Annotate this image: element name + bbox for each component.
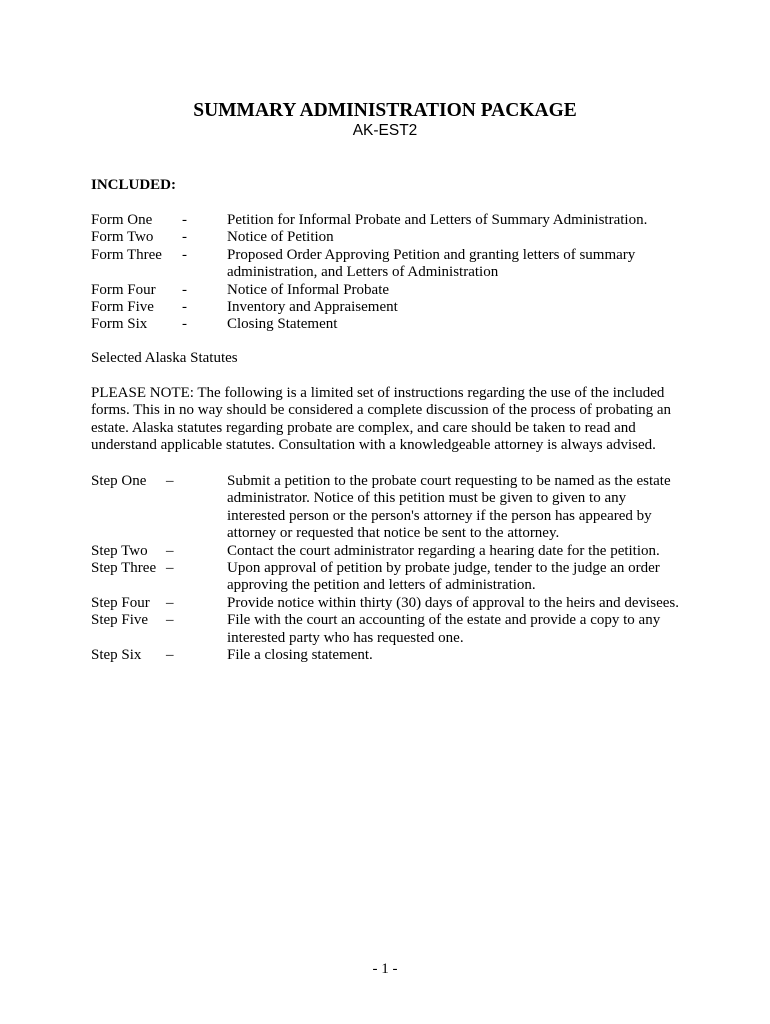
statutes-line: Selected Alaska Statutes bbox=[91, 350, 238, 366]
step-row bbox=[91, 560, 691, 595]
step-row bbox=[91, 543, 691, 560]
step-row bbox=[91, 647, 691, 664]
form-label: Form Two bbox=[91, 229, 154, 246]
form-label: Form Three bbox=[91, 246, 162, 263]
document-title: SUMMARY ADMINISTRATION PACKAGE bbox=[193, 100, 577, 121]
step-label: Step Two bbox=[91, 542, 148, 559]
form-description: Notice of Petition bbox=[227, 229, 334, 246]
step-dash: – bbox=[166, 647, 174, 664]
form-description: Petition for Informal Probate and Letters of Summary Administration. bbox=[227, 212, 648, 228]
step-label: Step Five bbox=[91, 612, 149, 629]
form-label: Form One bbox=[91, 212, 153, 228]
forms-list bbox=[91, 212, 691, 334]
step-description: Contact the court administrator regarding a hearing date for the petition. bbox=[227, 542, 660, 559]
step-description: File a closing statement. bbox=[227, 647, 373, 664]
step-label: Step Four bbox=[91, 594, 150, 611]
form-description: Closing Statement bbox=[227, 316, 338, 333]
page-number: - 1 - bbox=[372, 961, 398, 977]
form-description: Notice of Informal Probate bbox=[227, 281, 390, 298]
form-row bbox=[91, 299, 691, 316]
step-label: Step One bbox=[91, 473, 147, 489]
step-description: Upon approval of petition by probate judge, tender to the judge an order approving the petition and letters of administration. bbox=[227, 560, 660, 594]
step-dash: – bbox=[166, 594, 174, 611]
step-dash: – bbox=[166, 560, 174, 577]
step-row bbox=[91, 612, 691, 647]
form-dash: - bbox=[182, 229, 187, 246]
step-dash: – bbox=[166, 612, 174, 629]
form-label: Form Four bbox=[91, 281, 156, 298]
included-heading: INCLUDED: bbox=[91, 177, 177, 193]
step-description: Provide notice within thirty (30) days of approval to the heirs and devisees. bbox=[227, 594, 679, 611]
form-dash: - bbox=[182, 281, 187, 298]
form-description: Proposed Order Approving Petition and granting letters of summary administration, and Letters of Administration bbox=[227, 246, 636, 281]
step-row bbox=[91, 595, 691, 612]
step-label: Step Three bbox=[91, 560, 157, 577]
form-dash: - bbox=[182, 246, 187, 263]
form-dash: - bbox=[182, 212, 187, 228]
form-row bbox=[91, 282, 691, 299]
step-row bbox=[91, 473, 691, 543]
form-label: Form Five bbox=[91, 299, 154, 316]
form-dash: - bbox=[182, 316, 187, 333]
form-description: Inventory and Appraisement bbox=[227, 299, 398, 316]
step-description: Submit a petition to the probate court requesting to be named as the estate administrator. Notice of this petition must be given to given to any interested person or the person's attorney if the person has appeared by attorney or requested that notice be sent to the attorney. bbox=[227, 473, 671, 542]
step-label: Step Six bbox=[91, 647, 142, 664]
form-row bbox=[91, 316, 691, 333]
form-row bbox=[91, 229, 691, 246]
form-row bbox=[91, 212, 691, 229]
instructions-note: PLEASE NOTE: The following is a limited set of instructions regarding the use of the included forms. This in no way should be considered a complete discussion of the process of probating an estate. Alaska statutes regarding probate are complex, and care should be taken to read and understand applicable statutes. Consultation with a knowledgeable attorney is always advised. bbox=[91, 385, 672, 454]
step-description: File with the court an accounting of the estate and provide a copy to any interested party who has requested one. bbox=[227, 612, 661, 646]
form-label: Form Six bbox=[91, 316, 148, 333]
form-code: AK-EST2 bbox=[352, 122, 418, 139]
form-row bbox=[91, 247, 691, 282]
step-dash: – bbox=[166, 542, 174, 559]
step-dash: – bbox=[166, 473, 174, 489]
steps-list bbox=[91, 473, 691, 664]
form-dash: - bbox=[182, 299, 187, 316]
